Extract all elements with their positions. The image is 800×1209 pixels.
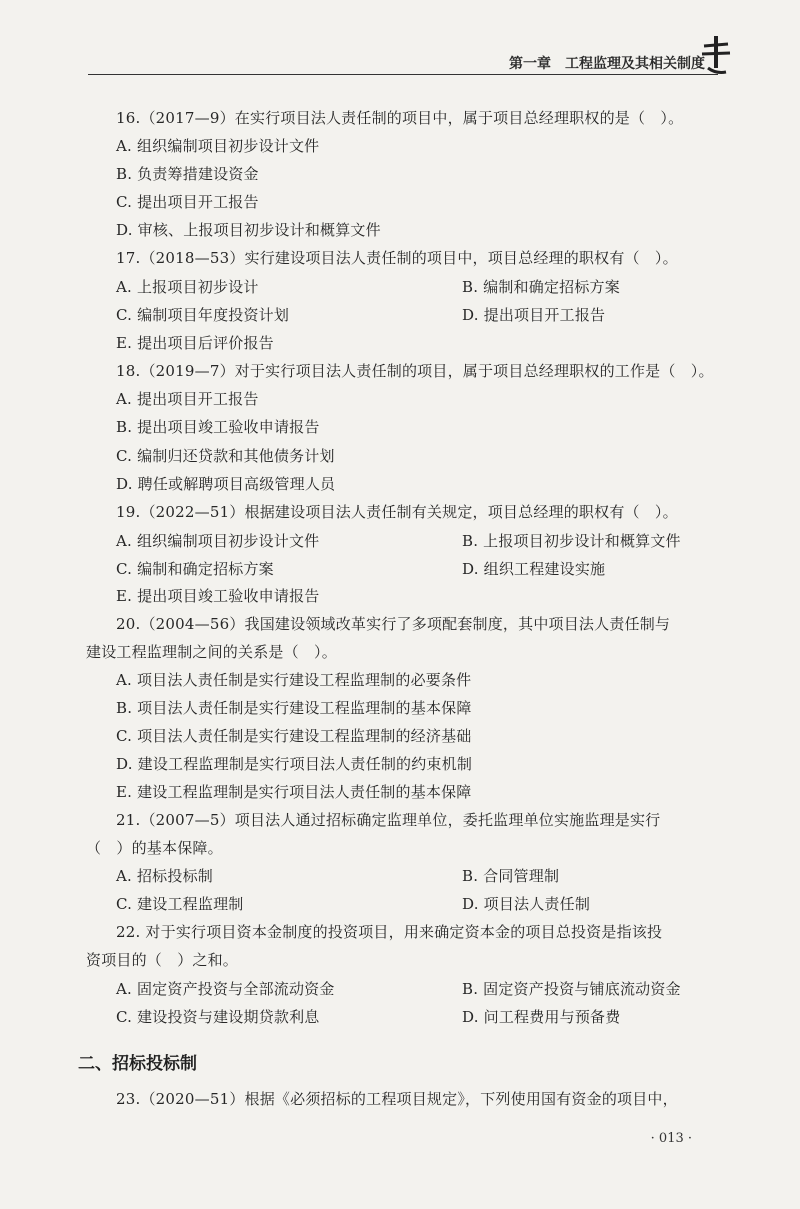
question-19-option-b: B. 上报项目初步设计和概算文件	[462, 532, 681, 550]
question-22-stem-line-2: 资项目的（ ）之和。	[86, 951, 239, 969]
question-18-option-a: A. 提出项目开工报告	[116, 390, 259, 408]
chapter-mark-icon	[698, 32, 734, 78]
question-19-option-c: C. 编制和确定招标方案	[116, 560, 274, 578]
question-18-option-c: C. 编制归还贷款和其他债务计划	[116, 447, 335, 465]
question-17-option-c: C. 编制项目年度投资计划	[116, 306, 290, 324]
question-22-option-d: D. 问工程费用与预备费	[462, 1008, 621, 1026]
question-16-option-d: D. 审核、上报项目初步设计和概算文件	[116, 221, 381, 239]
question-18-stem: 18.（2019—7）对于实行项目法人责任制的项目，属于项目总经理职权的工作是（ ）。	[116, 362, 714, 380]
question-17-option-a: A. 上报项目初步设计	[116, 278, 259, 296]
question-23-stem: 23.（2020—51）根据《必须招标的工程项目规定》，下列使用国有资金的项目中，	[116, 1090, 678, 1108]
question-21-stem-line-1: 21.（2007—5）项目法人通过招标确定监理单位，委托监理单位实施监理是实行	[116, 811, 661, 829]
chapter-header: 第一章 工程监理及其相关制度	[509, 56, 705, 72]
question-16-stem: 16.（2017—9）在实行项目法人责任制的项目中，属于项目总经理职权的是（ ）。	[116, 109, 684, 127]
section-heading: 二、招标投标制	[78, 1054, 197, 1074]
question-20-option-b: B. 项目法人责任制是实行建设工程监理制的基本保障	[116, 699, 472, 717]
question-20-option-d: D. 建设工程监理制是实行项目法人责任制的约束机制	[116, 755, 473, 773]
question-17-option-e: E. 提出项目后评价报告	[116, 334, 274, 352]
question-16-option-c: C. 提出项目开工报告	[116, 193, 259, 211]
question-19-option-d: D. 组织工程建设实施	[462, 560, 606, 578]
question-17-option-d: D. 提出项目开工报告	[462, 306, 606, 324]
question-22-option-c: C. 建设投资与建设期贷款利息	[116, 1008, 320, 1026]
question-17-stem: 17.（2018—53）实行建设项目法人责任制的项目中，项目总经理的职权有（ ）。	[116, 249, 678, 267]
question-18-option-b: B. 提出项目竣工验收申请报告	[116, 418, 320, 436]
page-number: · 013 ·	[650, 1131, 692, 1146]
question-22-option-a: A. 固定资产投资与全部流动资金	[116, 980, 335, 998]
question-21-option-b: B. 合同管理制	[462, 867, 560, 885]
question-21-option-d: D. 项目法人责任制	[462, 895, 591, 913]
question-18-option-d: D. 聘任或解聘项目高级管理人员	[116, 475, 336, 493]
question-21-stem-line-2: （ ）的基本保障。	[86, 839, 223, 857]
question-20-option-a: A. 项目法人责任制是实行建设工程监理制的必要条件	[116, 671, 472, 689]
question-21-option-a: A. 招标投标制	[116, 867, 213, 885]
question-19-stem: 19.（2022—51）根据建设项目法人责任制有关规定，项目总经理的职权有（ ）。	[116, 503, 678, 521]
question-20-stem-line-1: 20.（2004—56）我国建设领域改革实行了多项配套制度，其中项目法人责任制与	[116, 615, 671, 633]
header-divider	[88, 74, 718, 75]
question-16-option-b: B. 负责筹措建设资金	[116, 165, 259, 183]
question-20-stem-line-2: 建设工程监理制之间的关系是（ ）。	[86, 643, 337, 661]
question-22-stem-line-1: 22. 对于实行项目资本金制度的投资项目，用来确定资本金的项目总投资是指该投	[116, 923, 663, 941]
question-20-option-e: E. 建设工程监理制是实行项目法人责任制的基本保障	[116, 783, 472, 801]
question-22-option-b: B. 固定资产投资与铺底流动资金	[462, 980, 681, 998]
question-20-option-c: C. 项目法人责任制是实行建设工程监理制的经济基础	[116, 727, 472, 745]
question-19-option-a: A. 组织编制项目初步设计文件	[116, 532, 320, 550]
question-16-option-a: A. 组织编制项目初步设计文件	[116, 137, 320, 155]
question-21-option-c: C. 建设工程监理制	[116, 895, 244, 913]
question-17-option-b: B. 编制和确定招标方案	[462, 278, 620, 296]
question-19-option-e: E. 提出项目竣工验收申请报告	[116, 587, 320, 605]
